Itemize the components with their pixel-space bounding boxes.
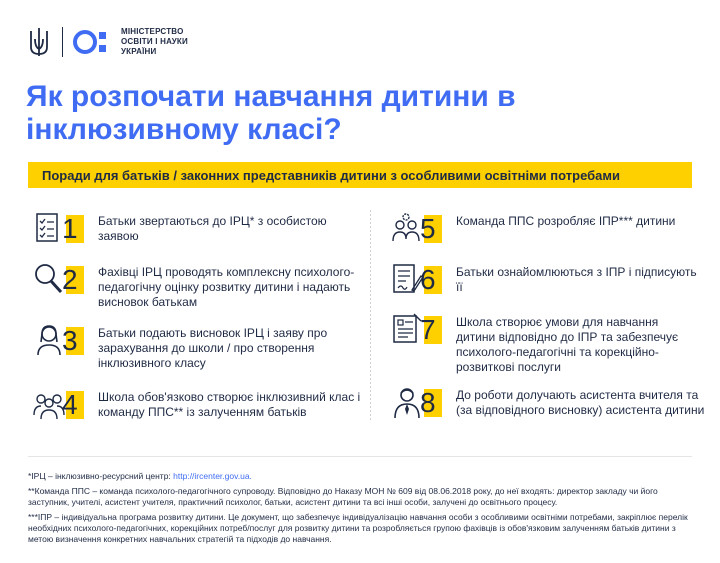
- step-1: [32, 211, 362, 251]
- step-8: [390, 385, 710, 425]
- step-text: Школа обов'язково створює інклюзивний клас і команду ППС** із залученням батьків: [98, 390, 361, 419]
- footnotes-divider: [28, 456, 692, 457]
- step-number: 1: [62, 213, 78, 244]
- footnote-pps: **Команда ППС – команда психолого-педагогічного супроводу. Відповідно до Наказу МОН № 609 від 08.06.2018 року, до неї входять: директор закладу чи його заступник, учителі, асистент учителя, практичний психолог, батьки, асистент дитини та всі інші особи, залучені до освітнього процесу.: [28, 486, 658, 507]
- trident-icon: [28, 27, 50, 57]
- step-6: [390, 262, 700, 302]
- step-text: Батьки ознайомлюються з ІПР і підписують її: [456, 265, 697, 294]
- ministry-line2: ОСВІТИ І НАУКИ: [121, 37, 188, 46]
- step-number: 3: [62, 325, 78, 356]
- step-2: [32, 262, 362, 310]
- step-number: 7: [420, 314, 436, 345]
- footnote-ipr: ***ІПР – індивідуальна програма розвитку дитини. Це документ, що забезпечує індивідуалізацію навчання особи з особливими освітніми потребами, закріплює перелік необхідних психолого-педагогічних, корекційних потреб/послуг для розвитку дитини та розробляється групою фахівців із обов'язковим залученням батьків дитини з метою визначення конкретних навчальних стратегій та підходів до навчання.: [28, 512, 688, 544]
- step-3: [32, 323, 362, 371]
- step-text: Фахівці ІРЦ проводять комплексну психолого-педагогічну оцінку розвитку дитини і надають висновок батькам: [98, 265, 355, 309]
- footnote-ircenter: [28, 471, 698, 482]
- ircenter-link[interactable]: http://ircenter.gov.ua.: [173, 471, 252, 481]
- step-number: 8: [420, 387, 436, 418]
- footnotes: [28, 471, 698, 549]
- step-5: [390, 211, 700, 251]
- header-divider: [62, 27, 63, 57]
- step-text: Батьки звертаються до ІРЦ* з особистою заявою: [98, 214, 327, 243]
- page-title: [26, 80, 666, 146]
- ministry-name: [121, 27, 188, 57]
- step-7: [390, 312, 700, 375]
- step-number: 2: [62, 264, 78, 295]
- step-text: Батьки подають висновок ІРЦ і заяву про зарахування до школи / про створення інклюзивного класу: [98, 326, 328, 370]
- header: [28, 22, 188, 62]
- title-line2: інклюзивному класі?: [26, 113, 342, 146]
- title-line1: Як розпочати навчання дитини в: [26, 80, 516, 113]
- banner-text: Поради для батьків / законних представників дитини з особливими освітніми потребами: [42, 167, 620, 183]
- step-text: Школа створює умови для навчання дитини відповідно до ІПР та забезпечує психолого-педагогічні та корекційно-розвиткові послуги: [456, 315, 679, 374]
- step-text: До роботи долучають асистента вчителя та (за відповідного висновку) асистента дитини: [456, 388, 705, 417]
- subtitle-banner: [28, 162, 692, 188]
- ministry-line1: МІНІСТЕРСТВО: [121, 27, 184, 36]
- footnote-ircenter-text: *ІРЦ – інклюзивно-ресурсний центр:: [28, 471, 174, 481]
- step-4: [32, 387, 372, 427]
- step-number: 5: [420, 213, 436, 244]
- step-number: 6: [420, 264, 436, 295]
- step-text: Команда ППС розробляє ІПР*** дитини: [456, 214, 676, 228]
- ministry-line3: УКРАЇНИ: [121, 47, 157, 56]
- step-number: 4: [62, 389, 78, 420]
- ministry-logo-icon: [73, 29, 113, 55]
